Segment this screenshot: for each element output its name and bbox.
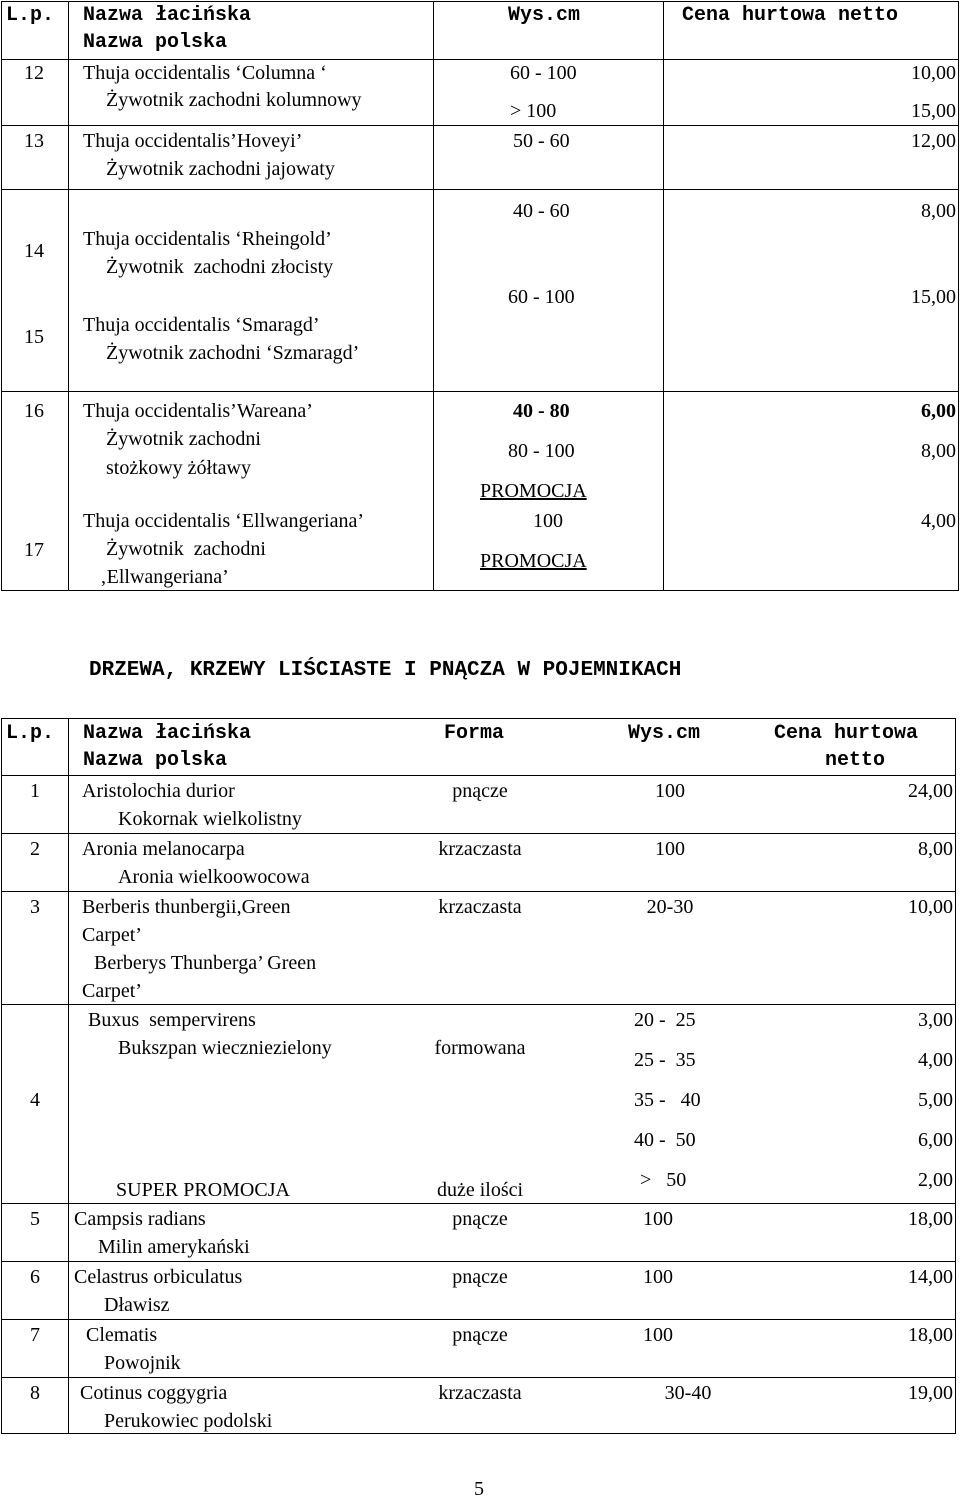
t2-row-2-lp: 2 [30,838,40,860]
t2-row-4-height-2: 25 - 35 [634,1049,696,1071]
t2-row-1-form: pnącze [452,780,508,802]
row-17-polish-2: ‚Ellwangeriana’ [100,566,229,588]
row-17-polish: Żywotnik zachodni [106,538,266,560]
row-16-price-1: 6,00 [921,400,956,422]
t2-row-7-latin: Clematis [86,1324,158,1346]
row-13-latin: Thuja occidentalis’Hoveyi’ [83,130,303,152]
row-13-height: 50 - 60 [513,130,570,152]
header-price: Cena hurtowa netto [682,4,899,27]
row-12-height-1: 60 - 100 [510,62,577,84]
t2-row-4-price-1: 3,00 [918,1009,953,1031]
row-13-price: 12,00 [911,130,956,152]
t2-row-4-height-3: 35 - 40 [634,1089,701,1111]
t2-row-7-polish: Powojnik [104,1352,181,1374]
header2-price: Cena hurtowa [774,722,919,745]
header2-polish-name: Nazwa polska [83,749,228,772]
row-15-lp: 15 [24,326,44,348]
t2-row-4-super-form: duże ilości [436,1179,524,1201]
t2-row-5-height: 100 [643,1208,673,1230]
header2-price-netto: netto [825,749,886,772]
t2-row-5-lp: 5 [30,1208,40,1230]
t2-row-6-price: 14,00 [908,1266,953,1288]
t2-row-3-form: krzaczasta [438,896,522,918]
t2-row-4-polish: Bukszpan wieczniezielony [118,1037,332,1059]
row-16-promo-badge: PROMOCJA [480,480,587,502]
t2-row-4-super-height: > 50 [640,1169,687,1191]
t2-row-3-lp: 3 [30,896,40,918]
row-17-price: 4,00 [921,510,956,532]
t2-row-3-polish: Berberys Thunberga’ Green [94,952,317,974]
header2-form: Forma [444,722,505,745]
t2-row-6-latin: Celastrus orbiculatus [74,1266,243,1288]
t2-row-4-form: formowana [434,1037,526,1059]
row-13-lp: 13 [24,130,44,152]
t2-row-1-lp: 1 [30,780,40,802]
header-latin-name: Nazwa łacińska [83,4,252,27]
row-12-price-1: 10,00 [911,62,956,84]
row-15-price: 15,00 [911,286,956,308]
row-17-lp: 17 [24,539,44,561]
row-17-height: 100 [533,510,563,532]
t2-row-1-price: 24,00 [908,780,953,802]
row-16-price-2: 8,00 [921,440,956,462]
t2-row-4-height-4: 40 - 50 [634,1129,696,1151]
t2-row-4-super-price: 2,00 [918,1169,953,1191]
header-lp: L.p. [6,4,55,27]
t2-row-4-lp: 4 [30,1089,40,1111]
t2-row-4-height-1: 20 - 25 [634,1009,696,1031]
row-12-latin: Thuja occidentalis ‘Columna ‘ [83,62,327,84]
page-number: 5 [474,1478,484,1500]
t2-row-8-price: 19,00 [908,1382,953,1404]
row-16-height-2: 80 - 100 [508,440,575,462]
row-16-latin: Thuja occidentalis’Wareana’ [83,400,313,422]
row-17-promo-badge: PROMOCJA [480,550,587,572]
t2-row-6-height: 100 [643,1266,673,1288]
t2-row-1-latin: Aristolochia durior [82,780,235,802]
t2-row-8-latin: Cotinus coggygria [80,1382,228,1404]
row-16-polish: Żywotnik zachodni [106,428,261,450]
t2-row-1-height: 100 [655,780,685,802]
t2-row-2-price: 8,00 [918,838,953,860]
t2-row-4-price-3: 5,00 [918,1089,953,1111]
t2-row-5-form: pnącze [452,1208,508,1230]
t2-row-6-lp: 6 [30,1266,40,1288]
row-12-height-2: > 100 [510,100,557,122]
row-16-polish-2: stożkowy żółtawy [106,457,251,479]
t2-row-8-form: krzaczasta [438,1382,522,1404]
t2-row-3-price: 10,00 [908,896,953,918]
t2-row-3-polish-2: Carpet’ [82,980,142,1002]
t2-row-1-polish: Kokornak wielkolistny [118,808,302,830]
section-title: DRZEWA, KRZEWY LIŚCIASTE I PNĄCZA W POJEMNIKACH [89,659,682,682]
t2-row-8-height: 30-40 [664,1382,712,1404]
row-12-lp: 12 [24,62,44,84]
t2-row-6-form: pnącze [452,1266,508,1288]
t2-row-7-price: 18,00 [908,1324,953,1346]
row-12-polish: Żywotnik zachodni kolumnowy [106,89,362,111]
t2-row-7-height: 100 [643,1324,673,1346]
t2-row-3-latin-2: Carpet’ [82,924,142,946]
row-13-polish: Żywotnik zachodni jajowaty [106,158,335,180]
row-14-polish: Żywotnik zachodni złocisty [106,256,334,278]
t2-row-5-polish: Milin amerykański [98,1236,250,1258]
t2-row-4-price-4: 6,00 [918,1129,953,1151]
t2-row-5-latin: Campsis radians [74,1208,206,1230]
t2-row-4-price-2: 4,00 [918,1049,953,1071]
row-15-polish: Żywotnik zachodni ‘Szmaragd’ [106,342,360,364]
t2-row-5-price: 18,00 [908,1208,953,1230]
t2-row-6-polish: Dławisz [104,1294,170,1316]
t2-row-3-latin: Berberis thunbergii,Green [82,896,291,918]
row-17-latin: Thuja occidentalis ‘Ellwangeriana’ [83,510,364,532]
row-16-lp: 16 [24,400,44,422]
header2-latin-name: Nazwa łacińska [83,722,252,745]
header-height: Wys.cm [508,4,581,27]
t2-row-7-form: pnącze [452,1324,508,1346]
row-15-height: 60 - 100 [508,286,575,308]
header2-height: Wys.cm [628,722,701,745]
row-16-height-1: 40 - 80 [513,400,570,422]
t2-row-8-polish: Perukowiec podolski [104,1410,273,1432]
t2-row-2-latin: Aronia melanocarpa [82,838,245,860]
t2-row-2-polish: Aronia wielkoowocowa [118,866,310,888]
row-14-lp: 14 [24,240,44,262]
row-14-price: 8,00 [921,200,956,222]
t2-row-2-form: krzaczasta [438,838,522,860]
t2-row-8-lp: 8 [30,1382,40,1404]
row-12-price-2: 15,00 [911,100,956,122]
t2-row-2-height: 100 [655,838,685,860]
t2-row-4-super-promo: SUPER PROMOCJA [116,1179,290,1201]
row-15-latin: Thuja occidentalis ‘Smaragd’ [83,314,320,336]
header-polish-name: Nazwa polska [83,31,228,54]
header2-lp: L.p. [6,722,55,745]
row-14-height: 40 - 60 [513,200,570,222]
t2-row-7-lp: 7 [30,1324,40,1346]
t2-row-3-height: 20-30 [646,896,694,918]
t2-row-4-latin: Buxus sempervirens [88,1009,256,1031]
row-14-latin: Thuja occidentalis ‘Rheingold’ [83,228,332,250]
